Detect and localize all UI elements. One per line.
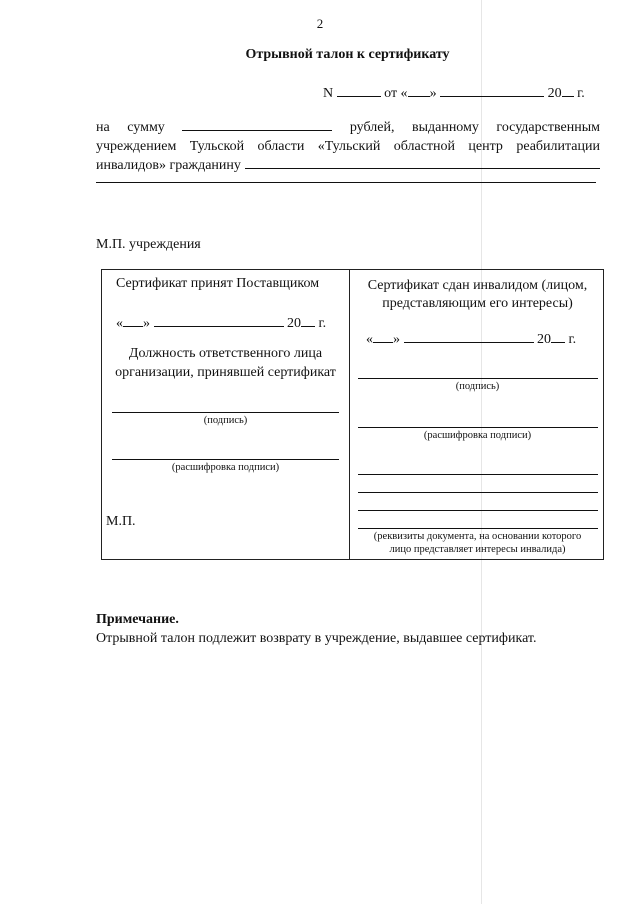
year-prefix: 20: [287, 316, 301, 331]
right-decoding-line: [358, 427, 598, 428]
requisites-line: [358, 528, 598, 529]
date-from-label: от «: [384, 86, 408, 101]
amount-blank: [182, 118, 332, 131]
citizen-name-continuation-line: [96, 182, 596, 183]
note-title: Примечание.: [96, 612, 179, 627]
left-decoding-caption: (расшифровка подписи): [171, 462, 280, 473]
citizen-label: инвалидов» гражданину: [96, 158, 241, 173]
number-label: N: [323, 86, 334, 101]
year-prefix: 20: [537, 332, 551, 347]
document-title: Отрывной талон к сертификату: [245, 47, 450, 62]
left-seal-label: М.П.: [106, 514, 136, 529]
right-heading-line-1: Сертификат сдан инвалидом (лицом,: [367, 278, 588, 293]
word: рублей,: [349, 120, 395, 135]
left-heading: Сертификат принят Поставщиком: [116, 276, 320, 291]
requisites-caption-line-2: лицо представляет интересы инвалида): [389, 544, 566, 555]
paragraph-line-2: учреждением Тульской области «Тульский областной центр реабилитации: [96, 139, 600, 154]
word: выданному: [411, 120, 479, 135]
note-text: Отрывной талон подлежит возврату в учреждение, выдавшее сертификат.: [96, 631, 537, 646]
certificate-number-line: [323, 84, 585, 102]
citizen-name-blank: [245, 156, 600, 169]
right-decoding-caption: (расшифровка подписи): [423, 430, 532, 441]
year-suffix: г.: [577, 86, 585, 101]
day-blank: [408, 84, 430, 97]
left-month-blank: [154, 314, 284, 327]
word: государственным: [496, 120, 600, 135]
institution-seal-label: М.П. учреждения: [96, 237, 201, 252]
date-quote-close: »: [429, 86, 437, 101]
requisites-line: [358, 510, 598, 511]
left-day-blank: [123, 314, 143, 327]
year-blank: [562, 84, 574, 97]
requisites-line: [358, 474, 598, 475]
date-quote-open: «: [366, 332, 373, 347]
left-year-blank: [301, 314, 315, 327]
year-suffix: г.: [318, 316, 327, 331]
date-quote-close: »: [143, 316, 150, 331]
right-signature-caption: (подпись): [455, 381, 500, 392]
word: на: [96, 120, 110, 135]
left-signature-caption: (подпись): [203, 415, 248, 426]
requisites-caption-line-1: (реквизиты документа, на основании которого: [373, 531, 582, 542]
right-signature-line: [358, 378, 598, 379]
paragraph-line-3: [96, 156, 600, 175]
right-month-blank: [404, 330, 534, 343]
year-prefix: 20: [547, 86, 562, 101]
acceptance-table: [101, 269, 604, 560]
requisites-line: [358, 492, 598, 493]
number-blank: [337, 84, 381, 97]
right-day-blank: [373, 330, 393, 343]
position-label-line-1: Должность ответственного лица: [128, 346, 323, 361]
paragraph-line-1: [96, 118, 600, 137]
month-blank: [440, 84, 544, 97]
right-year-blank: [551, 330, 565, 343]
year-suffix: г.: [568, 332, 577, 347]
position-label-line-2: организации, принявшей сертификат: [115, 365, 336, 380]
left-signature-line: [112, 412, 339, 413]
date-quote-open: «: [116, 316, 123, 331]
word: сумму: [127, 120, 165, 135]
page-number: 2: [316, 16, 324, 31]
left-date-line: [116, 314, 326, 332]
right-date-line: [366, 330, 576, 348]
amount-paragraph: [96, 118, 600, 175]
date-quote-close: »: [393, 332, 400, 347]
right-heading-line-2: представляющим его интересы): [382, 296, 573, 311]
table-column-divider: [349, 270, 350, 559]
left-decoding-line: [112, 459, 339, 460]
